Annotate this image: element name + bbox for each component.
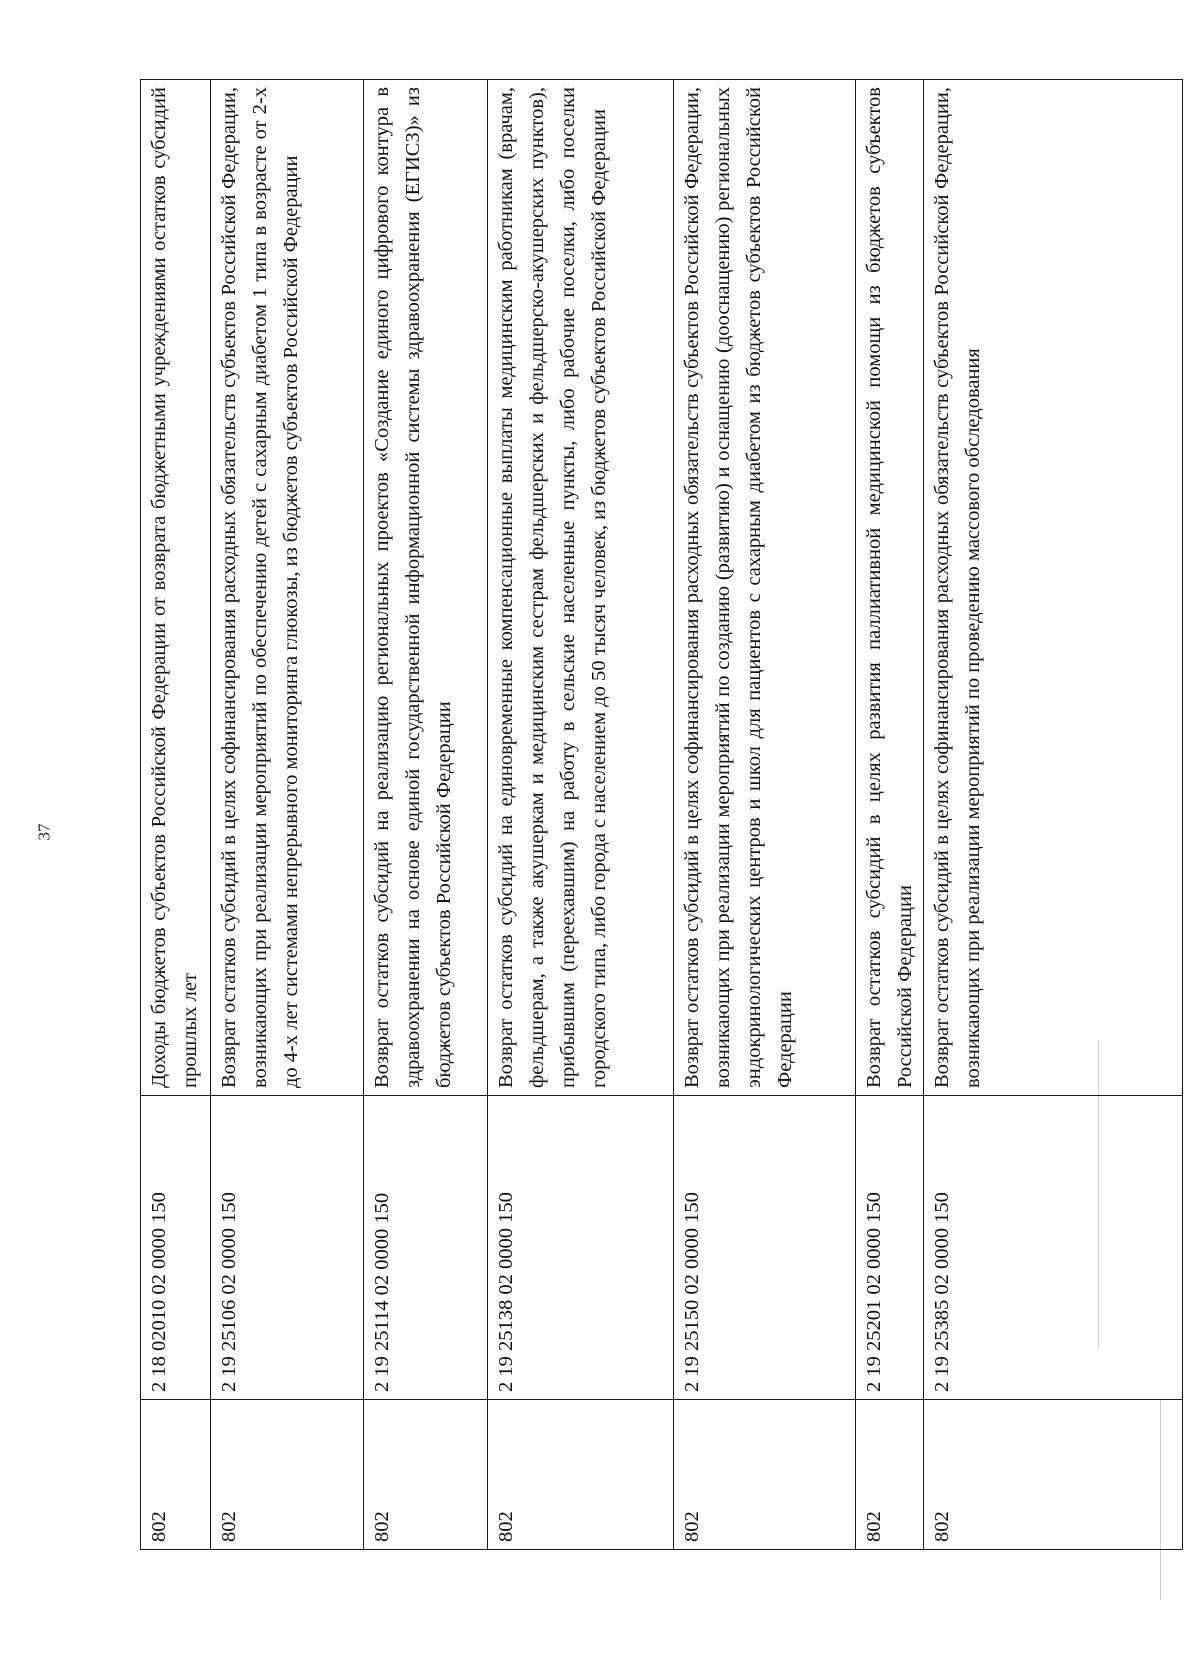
income-name-cell: Возврат остатков субсидий в целях софинансирования расходных обязательств субъектов Российской Федерации, возникающих при реализации мероприятий по проведению массового обследования (924, 80, 1183, 1096)
classification-code-cell: 2 19 25201 02 0000 150 (856, 1096, 924, 1400)
income-name-cell: Возврат остатков субсидий на реализацию региональных проектов «Создание единого цифрового контура в здравоохранении на основе единой государственной информационной системы здравоохранения (ЕГИСЗ)» из бюджетов субъектов Российской Федерации (364, 80, 488, 1096)
budget-codes-table (140, 79, 1183, 1550)
table-row (488, 80, 674, 1550)
classification-code-cell: 2 19 25150 02 0000 150 (674, 1096, 856, 1400)
table-row (856, 80, 924, 1550)
table-row (674, 80, 856, 1550)
table-row (924, 80, 1183, 1550)
admin-code-cell: 802 (488, 1400, 674, 1550)
classification-code-cell: 2 19 25138 02 0000 150 (488, 1096, 674, 1400)
table-row (364, 80, 488, 1550)
admin-code-cell: 802 (674, 1400, 856, 1550)
admin-code-cell: 802 (141, 1400, 211, 1550)
admin-code-cell: 802 (211, 1400, 364, 1550)
admin-code-cell: 802 (924, 1400, 1183, 1550)
classification-code-cell: 2 19 25114 02 0000 150 (364, 1096, 488, 1400)
income-name-cell: Возврат остатков субсидий на единовременные компенсационные выплаты медицинским работникам (врачам, фельдшерам, а также акушеркам и медицинским сестрам фельдшерских и фельдшерско-акушерских пунктов), прибывшим (переехавшим) на работу в сельские населенные пункты, либо рабочие поселки, либо поселки городского типа, либо города с населением до 50 тысяч человек, из бюджетов субъектов Российской Федерации (488, 80, 674, 1096)
admin-code-cell: 802 (364, 1400, 488, 1550)
income-name-cell: Возврат остатков субсидий в целях софинансирования расходных обязательств субъектов Российской Федерации, возникающих при реализации мероприятий по обеспечению детей с сахарным диабетом 1 типа в возрасте от 2-х до 4-х лет системами непрерывного мониторинга глюкозы, из бюджетов субъектов Российской Федерации (211, 80, 364, 1096)
classification-code-cell: 2 18 02010 02 0000 150 (141, 1096, 211, 1400)
page-number: 37 (34, 823, 54, 841)
classification-code-cell: 2 19 25385 02 0000 150 (924, 1096, 1183, 1400)
income-name-cell: Доходы бюджетов субъектов Российской Федерации от возврата бюджетными учреждениями остатков субсидий прошлых лет (141, 80, 211, 1096)
document-sheet (140, 80, 1180, 1550)
table-row (211, 80, 364, 1550)
admin-code-cell: 802 (856, 1400, 924, 1550)
income-name-cell: Возврат остатков субсидий в целях развития паллиативной медицинской помощи из бюджетов субъектов Российской Федерации (856, 80, 924, 1096)
table-row (141, 80, 211, 1550)
classification-code-cell: 2 19 25106 02 0000 150 (211, 1096, 364, 1400)
income-name-cell: Возврат остатков субсидий в целях софинансирования расходных обязательств субъектов Российской Федерации, возникающих при реализации мероприятий по созданию (развитию) и оснащению (дооснащению) региональных эндокринологических центров и школ для пациентов с сахарным диабетом из бюджетов субъектов Российской Федерации (674, 80, 856, 1096)
